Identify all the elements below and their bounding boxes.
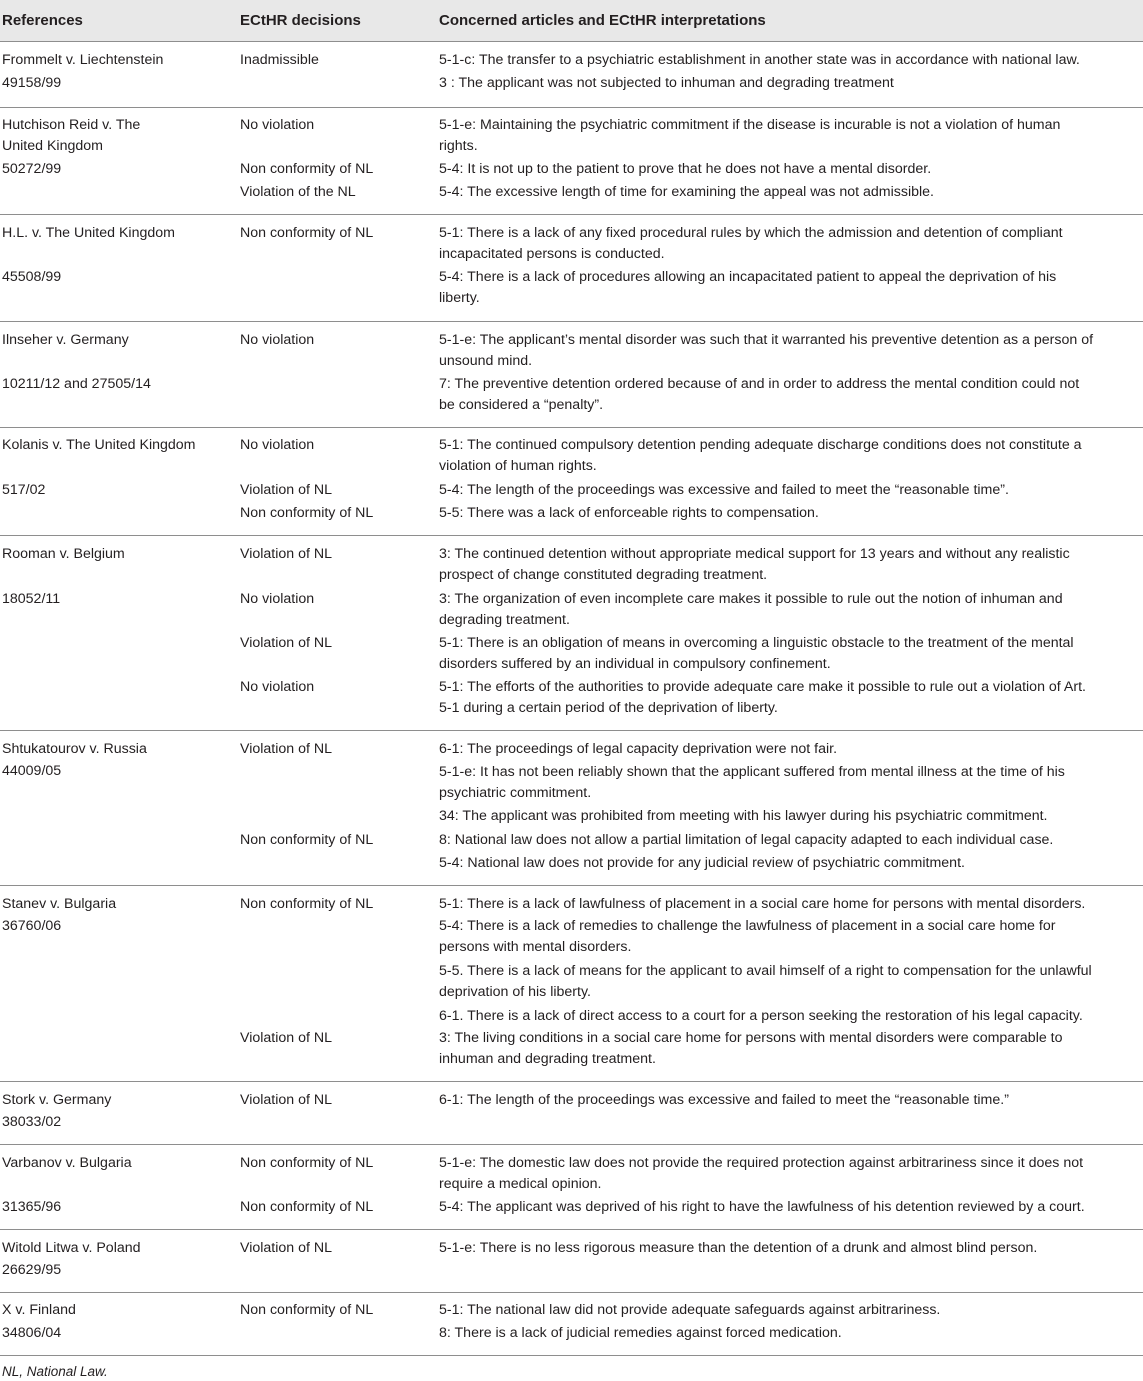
- table-row: [0, 1229, 1143, 1293]
- case-reference-line: Hutchison Reid v. The: [2, 117, 141, 133]
- case-reference-line: 517/02: [2, 482, 46, 498]
- table-footnote: NL, National Law.: [2, 1364, 108, 1379]
- article-interpretation-line: violation of human rights.: [439, 458, 597, 474]
- case-reference-line: 18052/11: [2, 591, 61, 607]
- case-reference-line: 26629/95: [2, 1262, 62, 1278]
- article-interpretation-line: liberty.: [439, 290, 480, 306]
- table-row: [0, 321, 1143, 428]
- ecthr-decision-line: Violation of NL: [240, 546, 333, 562]
- case-reference-line: 44009/05: [2, 763, 62, 779]
- header-ecthr-decisions: ECtHR decisions: [240, 12, 361, 29]
- ecthr-decision-line: No violation: [240, 591, 315, 607]
- article-interpretation-line: 5-1 during a certain period of the deprivation of liberty.: [439, 700, 778, 716]
- ecthr-decision-line: Violation of NL: [240, 635, 333, 651]
- table-row: [0, 535, 1143, 731]
- article-interpretation-line: 6-1: The length of the proceedings was excessive and failed to meet the “reasonable time.”: [439, 1092, 1009, 1108]
- case-reference-line: Stork v. Germany: [2, 1092, 112, 1108]
- case-reference-line: United Kingdom: [2, 138, 103, 154]
- article-interpretation-line: 5-4: The excessive length of time for examining the appeal was not admissible.: [439, 184, 934, 200]
- article-interpretation-line: 5-1-e: The domestic law does not provide the required protection against arbitrariness since it does not: [439, 1155, 1084, 1171]
- ecthr-decision-line: Non conformity of NL: [240, 161, 374, 177]
- ecthr-decision-line: No violation: [240, 117, 315, 133]
- table-row: [0, 730, 1143, 886]
- article-interpretation-line: 5-1-e: There is no less rigorous measure than the detention of a drunk and almost blind person.: [439, 1240, 1038, 1256]
- ecthr-decision-line: Violation of NL: [240, 1092, 333, 1108]
- article-interpretation-line: 6-1: The proceedings of legal capacity deprivation were not fair.: [439, 741, 838, 757]
- article-interpretation-line: inhuman and degrading treatment.: [439, 1051, 656, 1067]
- ecthr-decision-line: Non conformity of NL: [240, 896, 374, 912]
- ecthr-decision-line: Non conformity of NL: [240, 1302, 374, 1318]
- case-reference-line: Stanev v. Bulgaria: [2, 896, 117, 912]
- article-interpretation-line: 8: National law does not allow a partial limitation of legal capacity adapted to each individual case.: [439, 832, 1054, 848]
- article-interpretation-line: 5-1: The efforts of the authorities to provide adequate care make it possible to rule out a violation of Art.: [439, 679, 1086, 695]
- case-reference-line: 31365/96: [2, 1199, 62, 1215]
- case-reference-line: H.L. v. The United Kingdom: [2, 225, 175, 241]
- header-references: References: [2, 12, 83, 29]
- article-interpretation-line: 3: The organization of even incomplete care makes it possible to rule out the notion of inhuman and: [439, 591, 1063, 607]
- case-reference-line: 45508/99: [2, 269, 62, 285]
- ecthr-decision-line: Violation of the NL: [240, 184, 356, 200]
- ecthr-decision-line: No violation: [240, 332, 315, 348]
- table-row: [0, 214, 1143, 322]
- article-interpretation-line: 5-1: There is a lack of lawfulness of placement in a social care home for persons with mental disorders.: [439, 896, 1086, 912]
- case-reference-line: 36760/06: [2, 918, 62, 934]
- article-interpretation-line: 6-1. There is a lack of direct access to a court for a person seeking the restoration of his legal capacity.: [439, 1008, 1083, 1024]
- table-row: [0, 1144, 1143, 1230]
- article-interpretation-line: psychiatric commitment.: [439, 785, 592, 801]
- table-header: [0, 0, 1143, 41]
- article-interpretation-line: incapacitated persons is conducted.: [439, 246, 665, 262]
- article-interpretation-line: 5-5: There was a lack of enforceable rights to compensation.: [439, 505, 819, 521]
- article-interpretation-line: deprivation of his liberty.: [439, 984, 591, 1000]
- article-interpretation-line: disorders suffered by an individual in compulsory confinement.: [439, 656, 831, 672]
- case-reference-line: X v. Finland: [2, 1302, 76, 1318]
- table-row: [0, 1081, 1143, 1145]
- article-interpretation-line: 5-1: The national law did not provide adequate safeguards against arbitrariness.: [439, 1302, 941, 1318]
- article-interpretation-line: 5-1: There is a lack of any fixed procedural rules by which the admission and detention of compliant: [439, 225, 1063, 241]
- article-interpretation-line: 5-5. There is a lack of means for the applicant to avail himself of a right to compensation for the unlawful: [439, 963, 1092, 979]
- article-interpretation-line: 5-4: There is a lack of remedies to challenge the lawfulness of placement in a social care home for: [439, 918, 1056, 934]
- case-reference-line: 34806/04: [2, 1325, 62, 1341]
- ecthr-decision-line: Non conformity of NL: [240, 1155, 374, 1171]
- article-interpretation-line: degrading treatment.: [439, 612, 570, 628]
- article-interpretation-line: prospect of change constituted degrading treatment.: [439, 567, 768, 583]
- ecthr-decision-line: Violation of NL: [240, 741, 333, 757]
- article-interpretation-line: be considered a “penalty”.: [439, 397, 604, 413]
- ecthr-decision-line: Inadmissible: [240, 52, 319, 68]
- ecthr-decision-line: Non conformity of NL: [240, 1199, 374, 1215]
- article-interpretation-line: 3: The living conditions in a social care home for persons with mental disorders were comparable to: [439, 1030, 1063, 1046]
- article-interpretation-line: 5-4: The length of the proceedings was excessive and failed to meet the “reasonable time”.: [439, 482, 1009, 498]
- case-reference-line: Shtukatourov v. Russia: [2, 741, 147, 757]
- case-reference-line: 38033/02: [2, 1114, 62, 1130]
- ecthr-decision-line: No violation: [240, 437, 315, 453]
- ecthr-decision-line: Violation of NL: [240, 1240, 333, 1256]
- article-interpretation-line: 5-4: It is not up to the patient to prove that he does not have a mental disorder.: [439, 161, 932, 177]
- table-row: [0, 427, 1143, 536]
- table-row: [0, 1292, 1143, 1356]
- article-interpretation-line: 5-4: There is a lack of procedures allowing an incapacitated patient to appeal the deprivation of his: [439, 269, 1057, 285]
- case-reference-line: Kolanis v. The United Kingdom: [2, 437, 196, 453]
- article-interpretation-line: require a medical opinion.: [439, 1176, 602, 1192]
- article-interpretation-line: 5-4: National law does not provide for any judicial review of psychiatric commitment.: [439, 855, 965, 871]
- case-reference-line: Rooman v. Belgium: [2, 546, 125, 562]
- ecthr-decision-line: No violation: [240, 679, 315, 695]
- article-interpretation-line: 3 : The applicant was not subjected to inhuman and degrading treatment: [439, 75, 894, 91]
- table-bottom-rule: [0, 1355, 1143, 1356]
- article-interpretation-line: rights.: [439, 138, 478, 154]
- case-reference-line: 50272/99: [2, 161, 62, 177]
- table-row: [0, 107, 1143, 215]
- case-reference-line: Ilnseher v. Germany: [2, 332, 129, 348]
- ecthr-decision-line: Non conformity of NL: [240, 225, 374, 241]
- article-interpretation-line: 5-4: The applicant was deprived of his right to have the lawfulness of his detention reviewed by a court.: [439, 1199, 1085, 1215]
- article-interpretation-line: 5-1: There is an obligation of means in overcoming a linguistic obstacle to the treatment of the mental: [439, 635, 1074, 651]
- case-reference-line: 49158/99: [2, 75, 62, 91]
- article-interpretation-line: 5-1-e: The applicant’s mental disorder was such that it warranted his preventive detention as a person of: [439, 332, 1094, 348]
- case-reference-line: Witold Litwa v. Poland: [2, 1240, 141, 1256]
- article-interpretation-line: 5-1-e: Maintaining the psychiatric commitment if the disease is incurable is not a violation of human: [439, 117, 1061, 133]
- ecthr-decision-line: Non conformity of NL: [240, 832, 374, 848]
- article-interpretation-line: 5-1: The continued compulsory detention pending adequate discharge conditions does not constitute a: [439, 437, 1082, 453]
- article-interpretation-line: 5-1-c: The transfer to a psychiatric establishment in another state was in accordance with national law.: [439, 52, 1080, 68]
- article-interpretation-line: persons with mental disorders.: [439, 939, 632, 955]
- article-interpretation-line: 7: The preventive detention ordered because of and in order to address the mental condition could not: [439, 376, 1080, 392]
- article-interpretation-line: unsound mind.: [439, 353, 533, 369]
- ecthr-decision-line: Non conformity of NL: [240, 505, 374, 521]
- article-interpretation-line: 8: There is a lack of judicial remedies against forced medication.: [439, 1325, 842, 1341]
- article-interpretation-line: 3: The continued detention without appropriate medical support for 13 years and without any realistic: [439, 546, 1070, 562]
- ecthr-decision-line: Violation of NL: [240, 1030, 333, 1046]
- article-interpretation-line: 34: The applicant was prohibited from meeting with his lawyer during his psychiatric commitment.: [439, 808, 1048, 824]
- case-reference-line: 10211/12 and 27505/14: [2, 376, 151, 392]
- table-row: [0, 41, 1143, 108]
- table-row: [0, 885, 1143, 1082]
- header-interpretations: Concerned articles and ECtHR interpretations: [439, 12, 766, 29]
- case-reference-line: Frommelt v. Liechtenstein: [2, 52, 164, 68]
- ecthr-decision-line: Violation of NL: [240, 482, 333, 498]
- case-reference-line: Varbanov v. Bulgaria: [2, 1155, 132, 1171]
- article-interpretation-line: 5-1-e: It has not been reliably shown that the applicant suffered from mental illness at the time of his: [439, 764, 1065, 780]
